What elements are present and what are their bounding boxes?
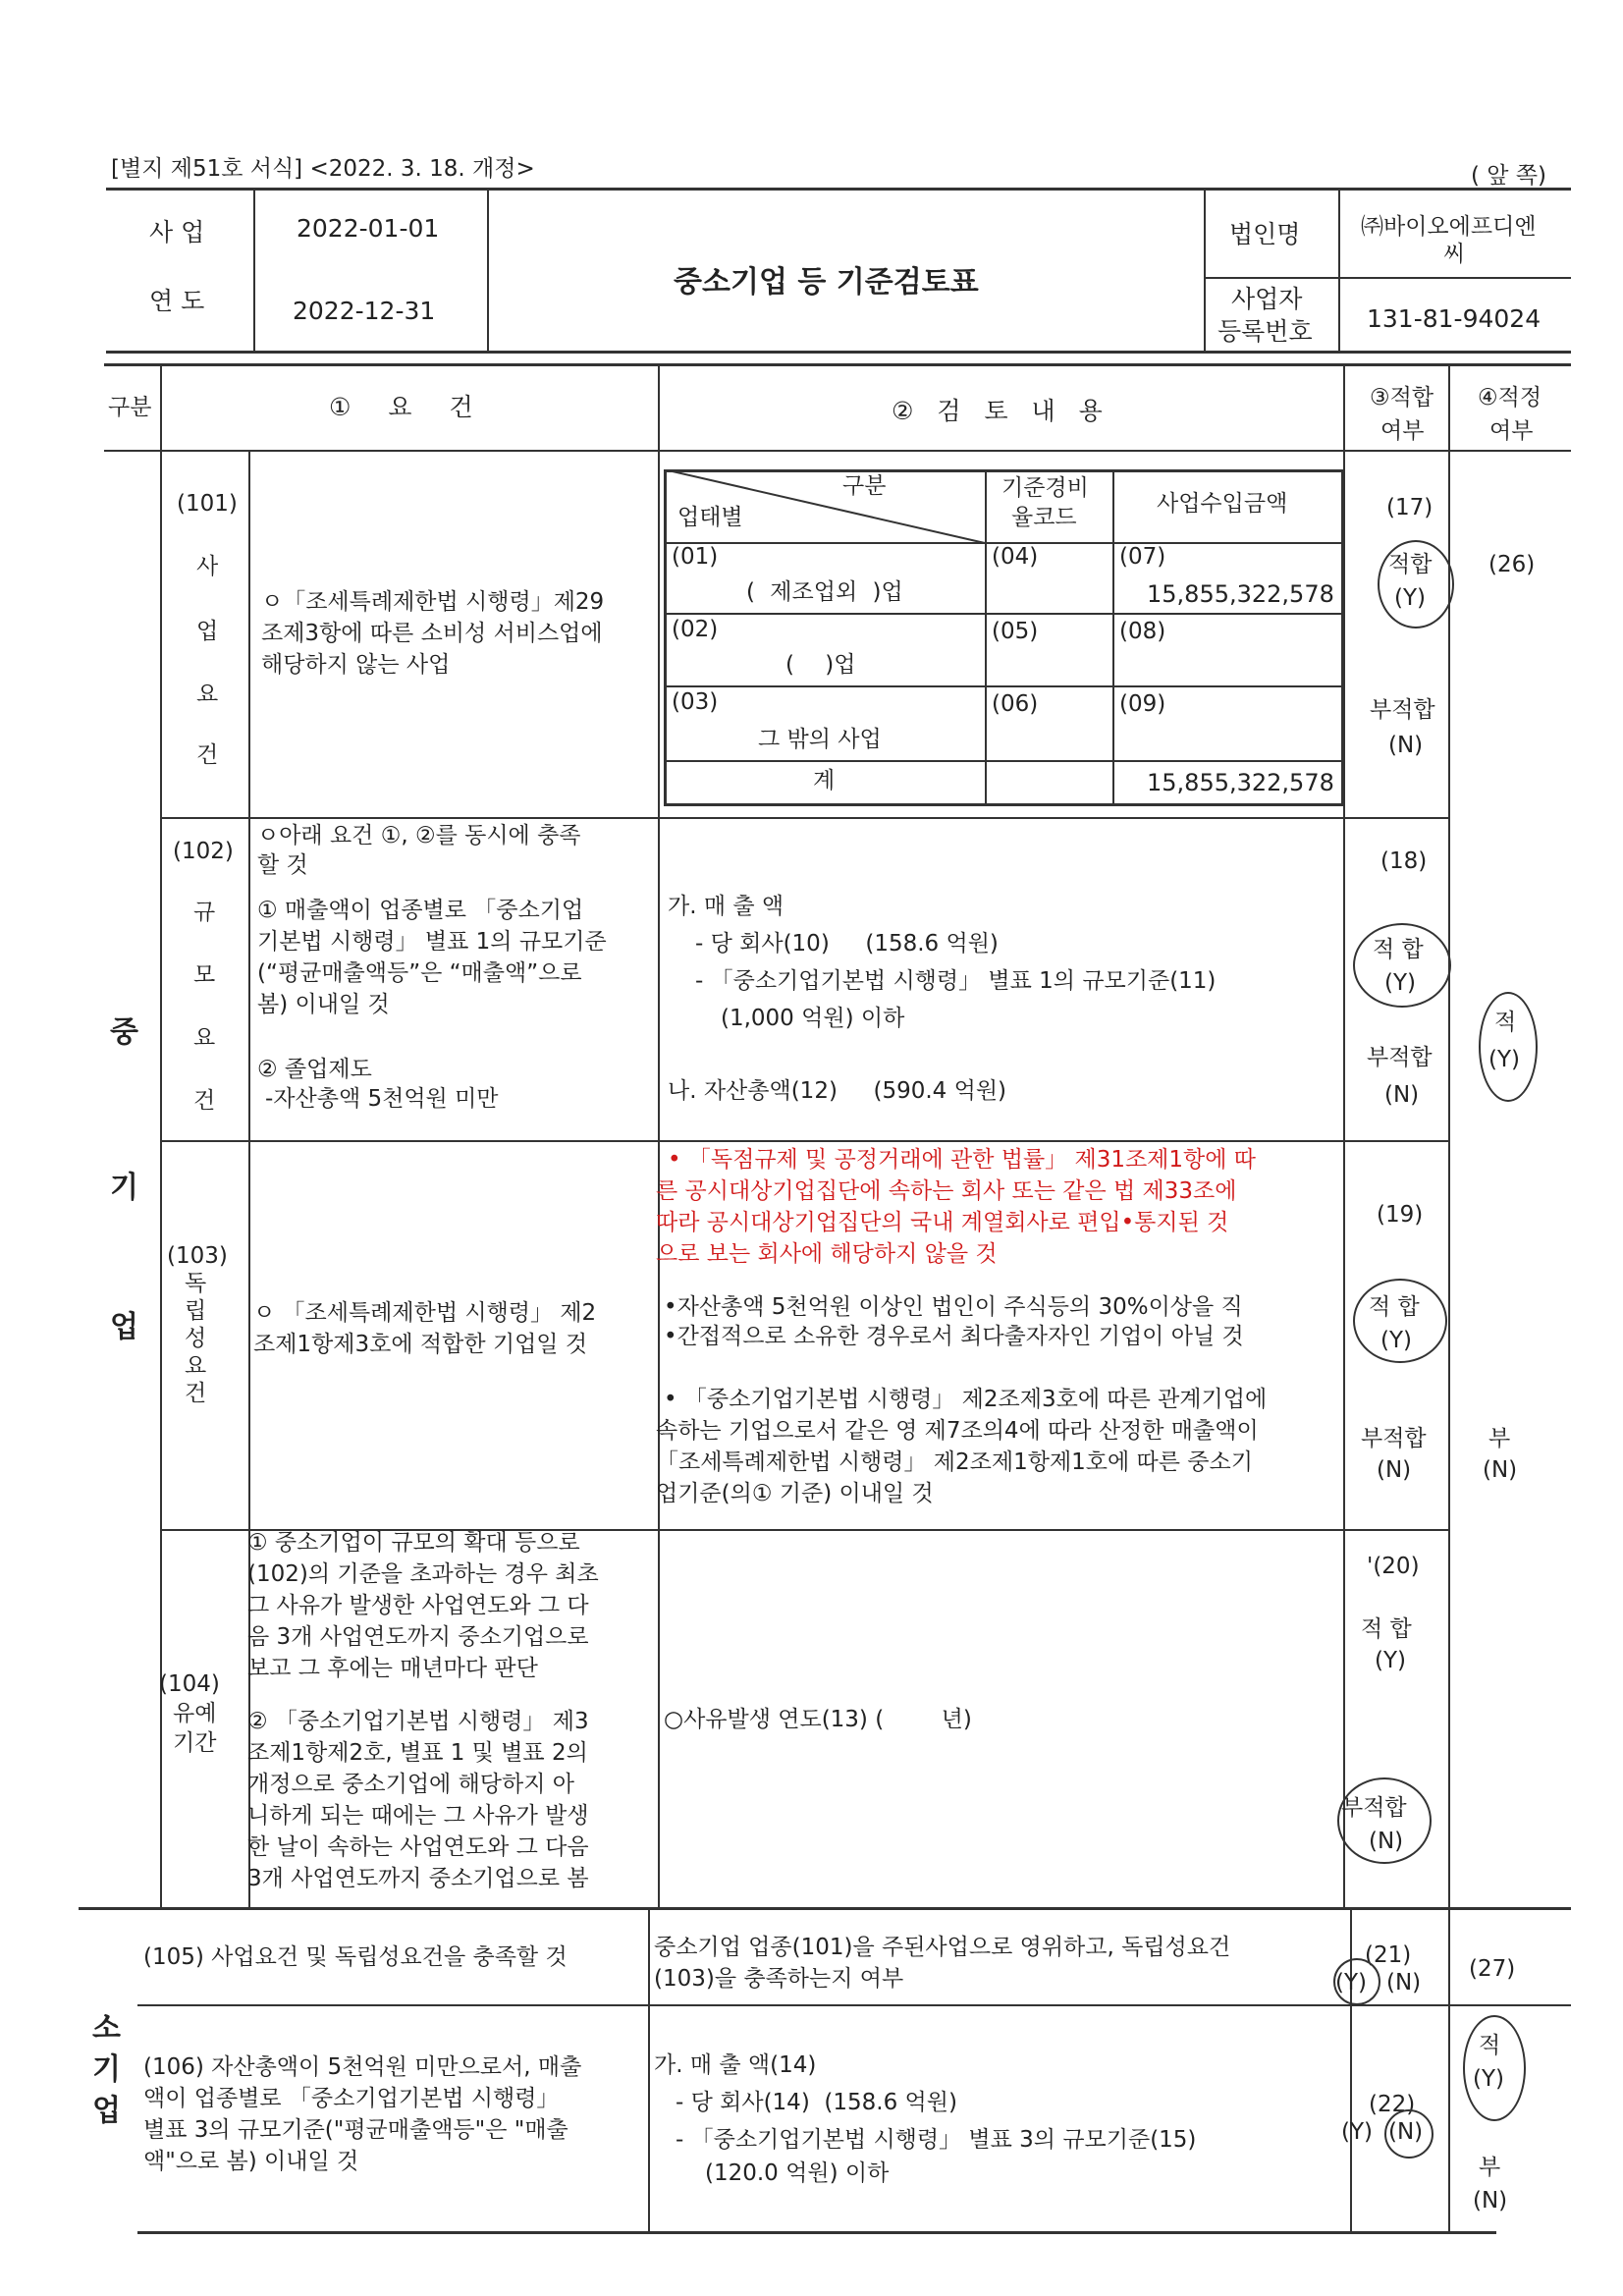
- period-label-1: 사 업: [149, 218, 205, 246]
- row105-proper-code: (27): [1469, 1956, 1516, 1982]
- row102-fit-yes-code: (Y): [1384, 970, 1416, 996]
- row102-label-char: 규: [193, 900, 216, 925]
- row103-proper-code: (N): [1483, 1457, 1518, 1483]
- inner-total-amount: 15,855,322,578: [1147, 769, 1334, 796]
- row106-review: - 「중소기업기본법 시행령」 별표 3의 규모기준(15): [676, 2127, 1197, 2153]
- row103-fair-trade-note: 으로 보는 회사에 해당하지 않을 것: [656, 1241, 998, 1267]
- row101-fit-no: 부적합: [1370, 697, 1435, 723]
- row104-requirement: 조제1항제2호, 별표 1 및 별표 2의: [247, 1740, 588, 1766]
- row103-label-char: 성: [185, 1326, 207, 1351]
- row101-fit-yes: 적합: [1388, 552, 1433, 577]
- row102-requirement: -자산총액 5천억원 미만: [265, 1086, 499, 1112]
- row102-review: (1,000 억원) 이하: [721, 1006, 905, 1031]
- col-proper-2: 여부: [1489, 418, 1534, 444]
- row102-requirement: ㅇ아래 요건 ①, ②를 동시에 충족: [257, 823, 581, 848]
- side-label-sme-2: 기: [110, 1171, 138, 1205]
- row105-review: (103)을 충족하는지 여부: [654, 1966, 904, 1992]
- side-label-small-1: 소: [92, 2011, 121, 2046]
- row104-requirement: (102)의 기준을 초과하는 경우 최초: [247, 1561, 599, 1587]
- row104-fit-no: 부적합: [1341, 1795, 1407, 1821]
- row101-fit-no-code: (N): [1388, 733, 1424, 758]
- reg-no-label-1: 사업자: [1231, 285, 1303, 313]
- row105-fit-code: (21): [1365, 1942, 1412, 1968]
- inner-r3-code: (03): [672, 689, 719, 715]
- row104-requirement: 한 날이 속하는 사업연도와 그 다음: [247, 1834, 589, 1860]
- period-label-2: 연 도: [149, 287, 205, 315]
- inner-r3-rate-code: (06): [992, 691, 1039, 717]
- inner-r2-amt-code: (08): [1119, 619, 1166, 644]
- row101-requirement: 해당하지 않는 사업: [261, 652, 451, 678]
- row103-fit-no: 부적합: [1361, 1426, 1427, 1451]
- row103-review: •자산총액 5천억원 이상인 법인이 주식등의 30%이상을 직: [664, 1294, 1243, 1320]
- row103-requirement: ㅇ 「조세특례제한법 시행령」 제2: [253, 1300, 597, 1326]
- inner-col-code-1: 기준경비: [1001, 475, 1089, 501]
- row105-fit-n: (N): [1386, 1970, 1422, 1995]
- row102-fit-code: (18): [1380, 848, 1428, 874]
- row101-code: (101): [177, 491, 238, 517]
- row104-label-1: 유예: [173, 1701, 217, 1726]
- row103-requirement: 조제1항제3호에 적합한 기업일 것: [253, 1332, 588, 1357]
- side-label-sme-3: 업: [110, 1310, 138, 1344]
- row104-requirement: ① 중소기업이 규모의 확대 등으로: [247, 1530, 580, 1556]
- inner-r1-label: ( 제조업외 )업: [746, 579, 903, 605]
- row102-requirement: 기본법 시행령」 별표 1의 규모기준: [257, 929, 607, 955]
- row106-requirement: 별표 3의 규모기준("평균매출액등"은 "매출: [143, 2117, 568, 2143]
- row101-label-char: 업: [196, 619, 219, 644]
- row106-review: (120.0 억원) 이하: [705, 2160, 890, 2186]
- row104-fit-code: '(20): [1367, 1554, 1420, 1579]
- row102-proper: 적: [1494, 1010, 1517, 1035]
- inner-r2-label: ( )업: [785, 652, 856, 678]
- row103-code: (103): [167, 1243, 228, 1269]
- inner-r2-rate-code: (05): [992, 619, 1039, 644]
- row102-requirement: (“평균매출액등”은 “매출액”으로: [257, 960, 582, 986]
- row103-review: 「조세특례제한법 시행령」 제2조제1항제1호에 따른 중소기: [656, 1449, 1253, 1475]
- row105-requirement: (105) 사업요건 및 독립성요건을 충족할 것: [143, 1944, 568, 1970]
- row101-label-char: 사: [196, 554, 219, 579]
- row103-review: 업기준(의① 기준) 이내일 것: [656, 1481, 934, 1506]
- row104-requirement: 3개 사업연도까지 중소기업으로 봄: [247, 1866, 589, 1891]
- row106-proper-yes-code: (Y): [1473, 2066, 1504, 2092]
- row104-fit-yes-code: (Y): [1375, 1648, 1406, 1673]
- inner-col-amount: 사업수입금액: [1157, 491, 1288, 517]
- row101-fit-yes-code: (Y): [1394, 585, 1426, 611]
- row102-review: - 당 회사(10) (158.6 억원): [695, 931, 999, 957]
- row102-fit-no-code: (N): [1384, 1082, 1420, 1108]
- inner-r3-label: 그 밖의 사업: [758, 727, 882, 752]
- row103-fit-yes: 적 합: [1369, 1294, 1420, 1320]
- row103-fit-code: (19): [1377, 1202, 1424, 1228]
- side-label-sme-1: 중: [110, 1015, 138, 1050]
- row106-fit-n: (N): [1388, 2119, 1424, 2145]
- row106-review: 가. 매 출 액(14): [654, 2052, 817, 2078]
- col-fit-1: ③적합: [1370, 385, 1434, 410]
- row102-label-char: 건: [193, 1088, 216, 1114]
- row106-proper-no-code: (N): [1473, 2188, 1508, 2214]
- reg-no-label-2: 등록번호: [1217, 317, 1313, 346]
- inner-total-label: 계: [813, 768, 836, 793]
- row103-label-char: 건: [185, 1381, 207, 1406]
- inner-diag-top: 구분: [842, 473, 887, 499]
- row102-review: 가. 매 출 액: [668, 894, 784, 919]
- row102-requirement: ① 매출액이 업종별로 「중소기업: [257, 898, 584, 923]
- inner-r1-rate-code: (04): [992, 544, 1039, 570]
- col-proper-1: ④적정: [1478, 385, 1542, 410]
- page-title: 중소기업 등 기준검토표: [674, 265, 979, 300]
- inner-r1-amount: 15,855,322,578: [1147, 580, 1334, 608]
- inner-diag-bottom: 업태별: [677, 505, 743, 530]
- inner-r3-amt-code: (09): [1119, 691, 1166, 717]
- inner-col-code-2: 율코드: [1011, 505, 1077, 530]
- row106-proper-yes: 적: [1479, 2033, 1501, 2058]
- row102-requirement: 할 것: [257, 852, 308, 878]
- row102-review: 나. 자산총액(12) (590.4 억원): [668, 1078, 1007, 1104]
- row103-fair-trade-note: 따라 공시대상기업집단의 국내 계열회사로 편입•통지된 것: [656, 1210, 1229, 1235]
- row101-proper-code: (26): [1488, 552, 1536, 577]
- side-label-small-3: 업: [92, 2094, 121, 2128]
- row103-label-char: 요: [185, 1353, 207, 1379]
- row103-label-char: 립: [185, 1298, 207, 1324]
- period-end: 2022-12-31: [293, 297, 436, 325]
- col-review: ② 검 토 내 용: [892, 397, 1103, 425]
- col-category: 구분: [108, 395, 152, 420]
- row101-requirement: 조제3항에 따른 소비성 서비스업에: [261, 621, 603, 646]
- row101-label-char: 건: [196, 742, 219, 768]
- row103-fair-trade-note: 른 공시대상기업집단에 속하는 회사 또는 같은 법 제33조에: [656, 1178, 1237, 1204]
- row103-fit-yes-code: (Y): [1380, 1328, 1412, 1353]
- row106-requirement: 액이 업종별로 「중소기업기본법 시행령」: [143, 2086, 560, 2111]
- row104-fit-no-code: (N): [1369, 1829, 1404, 1854]
- row103-label-char: 독: [185, 1271, 207, 1296]
- row104-label-2: 기간: [173, 1730, 217, 1756]
- row106-fit-code: (22): [1369, 2092, 1416, 2117]
- inner-r1-code: (01): [672, 544, 719, 570]
- row102-requirement: 봄) 이내일 것: [257, 992, 390, 1017]
- row106-requirement: (106) 자산총액이 5천억원 미만으로서, 매출: [143, 2054, 582, 2080]
- row102-review: - 「중소기업기본법 시행령」 별표 1의 규모기준(11): [695, 968, 1217, 994]
- row104-requirement: ② 「중소기업기본법 시행령」 제3: [247, 1709, 589, 1734]
- row105-review: 중소기업 업종(101)을 주된사업으로 영위하고, 독립성요건: [654, 1935, 1231, 1960]
- corp-name: ㈜바이오에프디엔: [1361, 214, 1537, 240]
- row105-fit-y: (Y): [1335, 1970, 1367, 1995]
- inner-r1-amt-code: (07): [1119, 544, 1166, 570]
- period-start: 2022-01-01: [297, 214, 440, 243]
- row104-requirement: 니하게 되는 때에는 그 사유가 발생: [247, 1803, 589, 1829]
- row102-label-char: 모: [193, 962, 216, 988]
- row102-requirement: ② 졸업제도: [257, 1057, 372, 1082]
- reg-no: 131-81-94024: [1367, 304, 1542, 333]
- row101-requirement: ㅇ「조세특례제한법 시행령」제29: [261, 589, 605, 615]
- row102-label-char: 요: [193, 1025, 216, 1051]
- row102-fit-yes: 적 합: [1373, 937, 1424, 962]
- col-fit-2: 여부: [1380, 418, 1425, 444]
- row106-proper-no: 부: [1479, 2155, 1501, 2180]
- row104-review: ○사유발생 연도(13) ( 년): [664, 1707, 972, 1732]
- row103-review: 속하는 기업으로서 같은 영 제7조의4에 따라 산정한 매출액이: [656, 1418, 1259, 1444]
- row104-requirement: 음 3개 사업연도까지 중소기업으로: [247, 1624, 589, 1650]
- form-id: [별지 제51호 서식] <2022. 3. 18. 개정>: [111, 156, 535, 182]
- row103-fit-no-code: (N): [1377, 1457, 1412, 1483]
- row103-fair-trade-note: • 「독점규제 및 공정거래에 관한 법률」 제31조제1항에 따: [668, 1147, 1257, 1173]
- side-label-small-2: 기: [92, 2052, 121, 2087]
- row102-proper-code: (Y): [1488, 1047, 1520, 1072]
- row101-fit-code: (17): [1386, 495, 1434, 520]
- row106-review: - 당 회사(14) (158.6 억원): [676, 2090, 957, 2115]
- row106-fit-y: (Y): [1341, 2119, 1373, 2145]
- row101-label-char: 요: [196, 682, 219, 707]
- row104-fit-yes: 적 합: [1361, 1616, 1412, 1642]
- row102-code: (102): [173, 839, 234, 864]
- row104-requirement: 그 사유가 발생한 사업연도와 그 다: [247, 1593, 589, 1618]
- row104-requirement: 보고 그 후에는 매년마다 판단: [247, 1656, 538, 1681]
- row102-fit-no: 부적합: [1367, 1045, 1433, 1070]
- col-requirement: ① 요 건: [329, 393, 473, 421]
- row106-requirement: 액"으로 봄) 이내일 것: [143, 2149, 359, 2174]
- inner-r2-code: (02): [672, 617, 719, 642]
- corp-name-label: 법인명: [1229, 220, 1301, 248]
- row104-code: (104): [159, 1671, 220, 1697]
- row104-requirement: 개정으로 중소기업에 해당하지 아: [247, 1772, 574, 1797]
- row103-review: •간접적으로 소유한 경우로서 최다출자자인 기업이 아닐 것: [664, 1324, 1244, 1349]
- row103-proper: 부: [1488, 1426, 1511, 1451]
- corp-name-cont: 씨: [1443, 242, 1466, 267]
- row103-review: • 「중소기업기본법 시행령」 제2조제3호에 따른 관계기업에: [664, 1387, 1268, 1412]
- page-side: ( 앞 쪽): [1471, 163, 1547, 189]
